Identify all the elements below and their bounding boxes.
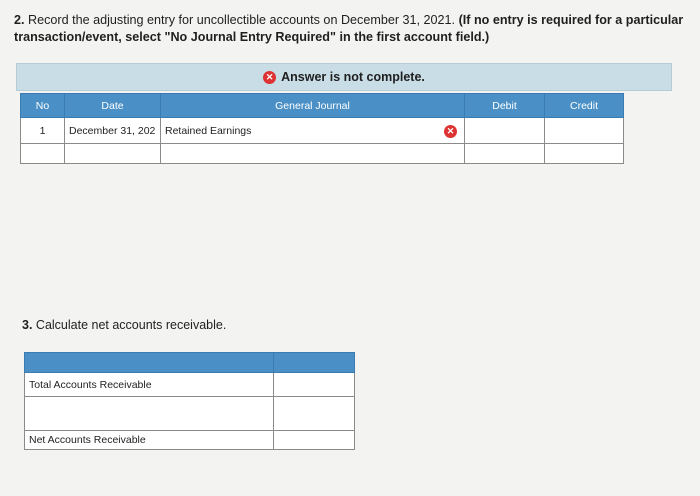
credit-input[interactable] (545, 144, 624, 164)
journal-row (21, 118, 624, 144)
col-header-date: Date (65, 94, 161, 118)
x-circle-icon: ✕ (263, 71, 276, 84)
credit-input[interactable] (545, 118, 624, 144)
col-header-general-journal: General Journal (161, 94, 465, 118)
account-value: Retained Earnings (165, 124, 252, 137)
net-receivable-table (24, 352, 355, 450)
row-no (21, 144, 65, 164)
net-receivable-header-row (25, 353, 355, 373)
net-receivable-row (25, 431, 355, 450)
net-receivable-row (25, 373, 355, 397)
question-2-note: (If no entry is required for a particular transaction/event, select "No Journal Entry Required" in the first account field.) (14, 13, 684, 44)
x-circle-icon: ✕ (444, 125, 457, 138)
question-3-text: Calculate net accounts receivable. (35, 318, 227, 332)
row-no: 1 (21, 118, 65, 144)
question-2-number: 2. (14, 13, 25, 27)
label-select[interactable]: Total Accounts Receivable (25, 373, 274, 397)
amount-input[interactable] (274, 431, 355, 450)
col-header-no: No (21, 94, 65, 118)
answer-status-text: Answer is not complete. (281, 70, 425, 84)
debit-input[interactable] (465, 118, 545, 144)
question-3-number: 3. (22, 318, 33, 332)
amount-input[interactable] (274, 397, 355, 431)
account-select[interactable] (161, 144, 465, 164)
question-2-text: Record the adjusting entry for uncollectible accounts on December 31, 2021. (28, 13, 456, 27)
net-receivable-row (25, 397, 355, 431)
label-select[interactable] (25, 397, 274, 431)
col-header-debit: Debit (465, 94, 545, 118)
col-header-credit: Credit (545, 94, 624, 118)
date-select[interactable]: December 31, 202 (65, 118, 161, 144)
date-select[interactable] (65, 144, 161, 164)
answer-status-banner (16, 63, 672, 91)
journal-row (21, 144, 624, 164)
label-select[interactable]: Net Accounts Receivable (25, 431, 274, 450)
question-2 (14, 12, 694, 46)
account-select[interactable] (161, 118, 465, 144)
question-3 (22, 318, 226, 332)
net-receivable-header-cell (274, 353, 355, 373)
journal-header-row (21, 94, 624, 118)
journal-table (20, 93, 624, 164)
amount-input[interactable] (274, 373, 355, 397)
debit-input[interactable] (465, 144, 545, 164)
net-receivable-header-cell (25, 353, 274, 373)
